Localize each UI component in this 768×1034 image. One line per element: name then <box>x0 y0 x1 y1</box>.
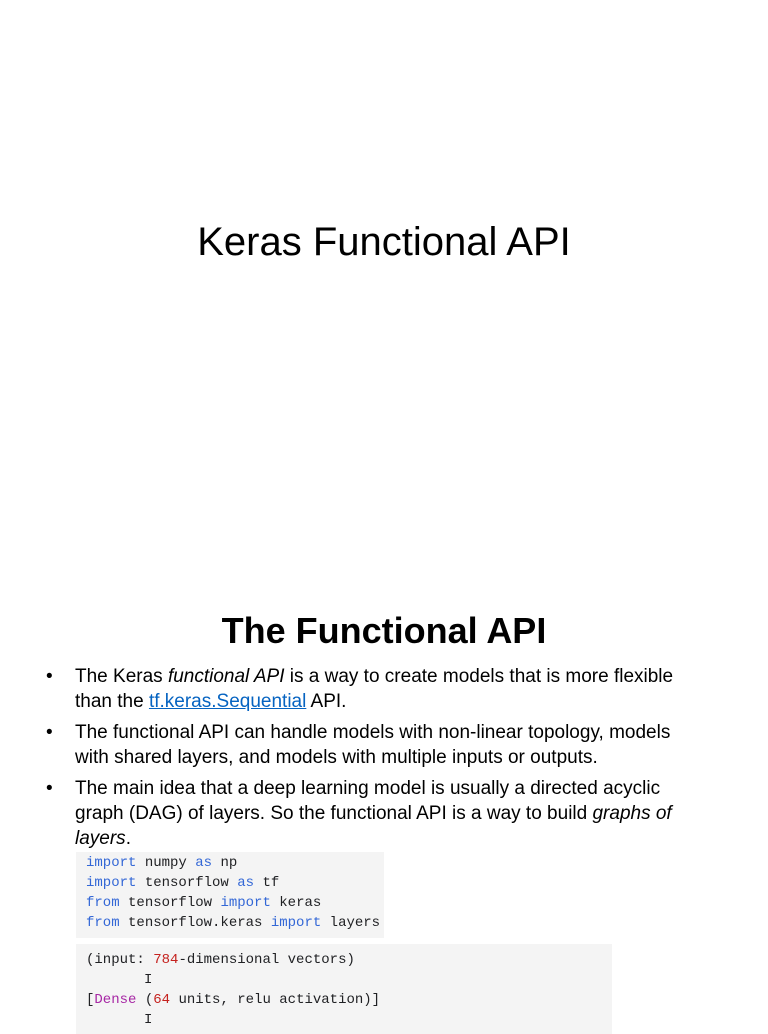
code-line: import tensorflow as tf <box>86 875 280 891</box>
bullet-text: API. <box>306 691 347 712</box>
bullet-list <box>46 664 706 857</box>
slide-1-title: Keras Functional API <box>197 220 571 264</box>
text-cursor-icon: I <box>144 972 153 988</box>
bullet-item-3 <box>46 776 706 851</box>
bullet-icon: • <box>46 778 53 799</box>
bullet-text: The Keras <box>75 666 168 687</box>
text-cursor-icon: I <box>144 1012 153 1028</box>
bullet-icon: • <box>46 722 53 743</box>
bullet-icon: • <box>46 666 53 687</box>
code-line: from tensorflow import keras <box>86 895 322 911</box>
code-line: import numpy as np <box>86 855 238 871</box>
bullet-item-2 <box>46 720 706 770</box>
code-line: (input: 784-dimensional vectors) <box>86 952 355 968</box>
code-line: [Dense (64 units, relu activation)] <box>86 992 381 1008</box>
code-block-model-diagram <box>76 944 612 1034</box>
bullet-text: is a way to create models that is more flexible than the <box>75 666 674 712</box>
bullet-italic-text: graphs of layers <box>75 803 672 849</box>
bullet-text: The functional API can handle models with non-linear topology, models with shared layers, and models with multiple inputs or outputs. <box>75 722 671 768</box>
sequential-link[interactable]: tf.keras.Sequential <box>148 691 307 712</box>
code-line: from tensorflow.keras import layers <box>86 915 381 931</box>
bullet-item-1 <box>46 664 706 714</box>
bullet-text: . <box>125 828 131 849</box>
code-block-imports <box>76 852 384 938</box>
slide-2-title: The Functional API <box>221 610 547 651</box>
bullet-italic-text: functional API <box>167 666 285 687</box>
bullet-text: The main idea that a deep learning model is usually a directed acyclic graph (DAG) of layers. So the functional API is a way to build <box>75 778 661 824</box>
